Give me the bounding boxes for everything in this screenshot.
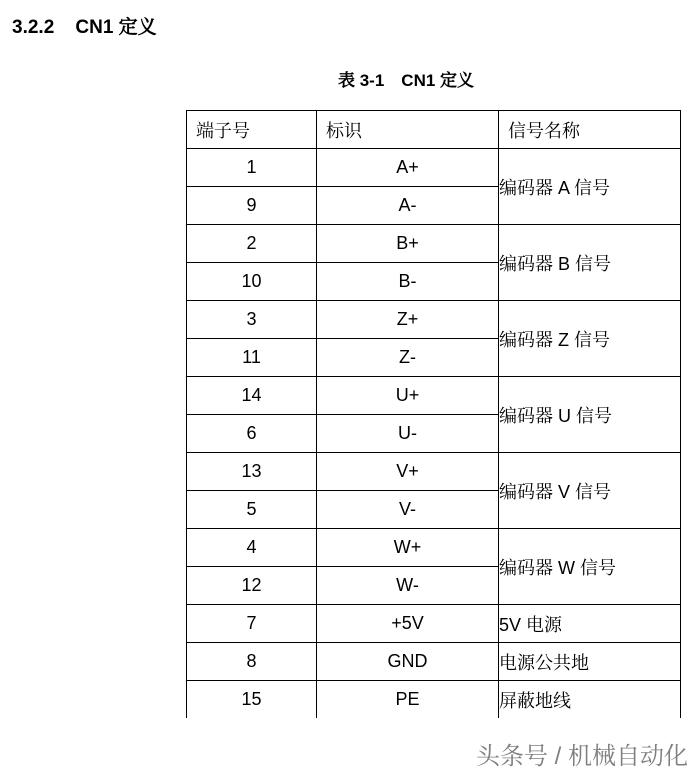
pin-number: 12 [187, 567, 317, 605]
signal-name: 编码器 Z 信号 [499, 301, 681, 377]
pin-label: V- [317, 491, 499, 529]
pin-number: 3 [187, 301, 317, 339]
table-row [187, 529, 681, 567]
signal-name: 屏蔽地线 [499, 681, 681, 719]
table-row [187, 149, 681, 187]
pin-number: 6 [187, 415, 317, 453]
pin-label: Z+ [317, 301, 499, 339]
pin-label: V+ [317, 453, 499, 491]
pin-number: 13 [187, 453, 317, 491]
pin-number: 1 [187, 149, 317, 187]
pin-number: 8 [187, 643, 317, 681]
header-label: 标识 [317, 111, 499, 149]
pin-label: GND [317, 643, 499, 681]
signal-name: 5V 电源 [499, 605, 681, 643]
table-caption: 表 3-1 CN1 定义 [338, 71, 475, 90]
pin-label: +5V [317, 605, 499, 643]
cn1-pin-table [186, 110, 681, 718]
signal-name: 编码器 A 信号 [499, 149, 681, 225]
pin-label: W+ [317, 529, 499, 567]
pin-label: PE [317, 681, 499, 719]
pin-number: 11 [187, 339, 317, 377]
pin-number: 10 [187, 263, 317, 301]
table-row [187, 301, 681, 339]
pin-number: 14 [187, 377, 317, 415]
pin-number: 7 [187, 605, 317, 643]
pin-label: A- [317, 187, 499, 225]
pin-label: U+ [317, 377, 499, 415]
pin-label: U- [317, 415, 499, 453]
pin-number: 2 [187, 225, 317, 263]
section-title: CN1 定义 [75, 17, 157, 38]
table-row [187, 377, 681, 415]
pin-label: Z- [317, 339, 499, 377]
pin-number: 9 [187, 187, 317, 225]
pin-number: 4 [187, 529, 317, 567]
signal-name: 电源公共地 [499, 643, 681, 681]
section-heading [12, 12, 157, 39]
table-header-row [187, 111, 681, 149]
watermark: 头条号 / 机械自动化 [475, 743, 688, 770]
signal-name: 编码器 B 信号 [499, 225, 681, 301]
signal-name: 编码器 W 信号 [499, 529, 681, 605]
pin-label: W- [317, 567, 499, 605]
header-pin: 端子号 [187, 111, 317, 149]
table-row [187, 643, 681, 681]
table-row [187, 605, 681, 643]
table-row [187, 681, 681, 719]
pin-number: 5 [187, 491, 317, 529]
pin-label: B+ [317, 225, 499, 263]
signal-name: 编码器 V 信号 [499, 453, 681, 529]
pin-label: A+ [317, 149, 499, 187]
table-row [187, 453, 681, 491]
pin-number: 15 [187, 681, 317, 719]
signal-name: 编码器 U 信号 [499, 377, 681, 453]
table-row [187, 225, 681, 263]
pin-label: B- [317, 263, 499, 301]
header-signal: 信号名称 [499, 111, 681, 149]
section-number: 3.2.2 [12, 17, 55, 38]
